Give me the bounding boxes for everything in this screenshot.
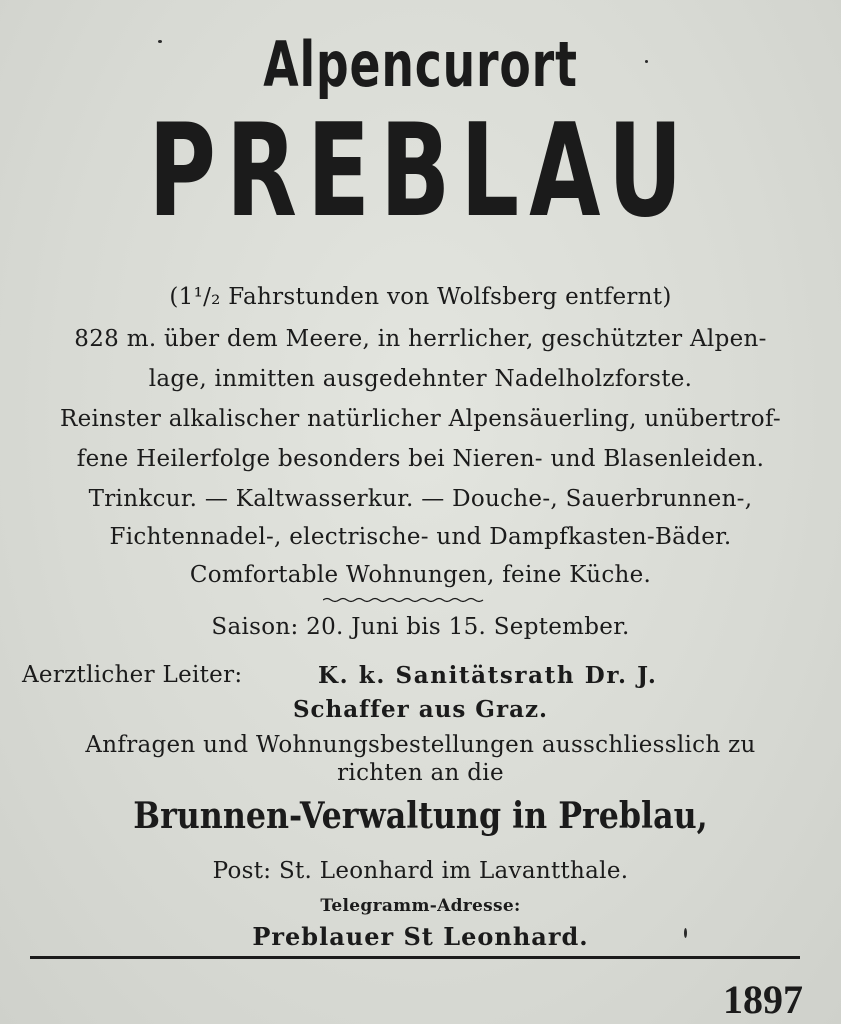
post-address: Post: St. Leonhard im Lavantthale. <box>212 858 629 884</box>
season-line: Saison: 20. Juni bis 15. September. <box>211 614 630 640</box>
title-preblau: PREBLAU <box>148 97 693 246</box>
administration-name: Brunnen-Verwaltung in Preblau, <box>133 795 708 837</box>
inquiries-line: Anfragen und Wohnungsbestellungen ausschliesslich zu <box>85 732 756 758</box>
baths-line: Fichtennadel-, electrische- und Dampfkasten-Bäder. <box>109 524 732 550</box>
inquiries-line-2: richten an die <box>337 760 504 786</box>
telegram-address: Preblauer St Leonhard. <box>252 922 589 951</box>
doctor-name: K. k. Sanitätsrath Dr. J. <box>318 662 658 689</box>
altitude-line: 828 m. über dem Meere, in herrlicher, geschützter Alpen- <box>74 326 767 352</box>
telegram-label: Telegramm-Adresse: <box>320 896 521 916</box>
bottom-rule <box>30 956 800 959</box>
treatments-line: Trinkcur. — Kaltwasserkur. — Douche-, Sauerbrunnen-, <box>88 486 753 512</box>
wavy-divider <box>323 597 487 603</box>
subtitle-alpencurort: Alpencurort <box>263 28 578 101</box>
ink-speck <box>158 40 162 43</box>
distance-line: (1¹/₂ Fahrstunden von Wolfsberg entfernt) <box>169 284 672 310</box>
doctor-origin: Schaffer aus Graz. <box>292 696 549 723</box>
healing-line: fene Heilerfolge besonders bei Nieren- und Blasenleiden. <box>76 446 765 472</box>
location-line: lage, inmitten ausgedehnter Nadelholzforste. <box>148 366 693 392</box>
doctor-label: Aerztlicher Leiter: <box>22 662 243 688</box>
ink-speck <box>684 928 687 938</box>
ink-speck <box>645 60 648 63</box>
comfort-line: Comfortable Wohnungen, feine Küche. <box>189 562 652 588</box>
spring-line: Reinster alkalischer natürlicher Alpensäuerling, unübertrof- <box>59 406 782 432</box>
year-label: 1897 <box>723 977 803 1022</box>
